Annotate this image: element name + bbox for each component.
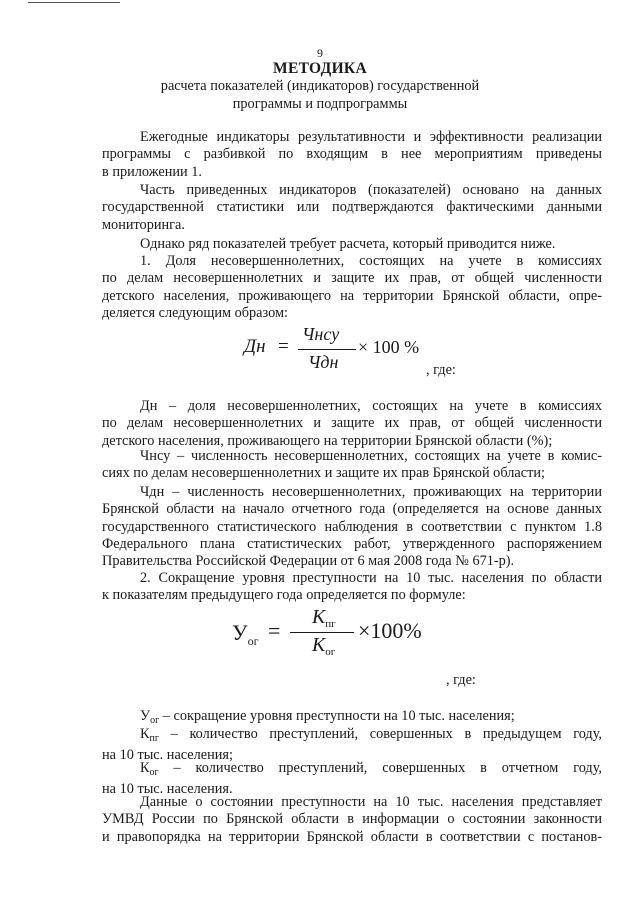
text-line: в приложении 1. [102, 163, 202, 180]
text-line: 1. Доля несовершеннолетних, состоящих на учете в комиссиях [140, 253, 602, 269]
page-number: 9 [317, 46, 323, 60]
text-line: Однако ряд показателей требует расчета, который приводится ниже. [140, 236, 556, 252]
formula-numerator: $К_{пг}$ [312, 606, 336, 630]
paragraph-calculation [102, 236, 602, 253]
text-line: на 10 тыс. населения. [102, 781, 233, 798]
paragraph-indicators [102, 129, 602, 181]
paragraph-item-2 [102, 570, 602, 605]
formula-equals: = [278, 336, 289, 357]
text-line: государственного статистического наблюдения в соответствии с пунктом 1.8 [102, 518, 602, 535]
text-line: 2. Сокращение уровня преступности на 10 тыс. населения по области [140, 570, 602, 586]
document-title: МЕТОДИКА [273, 60, 367, 77]
fraction-bar [298, 349, 356, 350]
definition-chdn [102, 484, 602, 570]
text-line: $К_{ог}$ – количество преступлений, совершенных в отчетном году, [140, 760, 602, 778]
text-line: Чнсу – численность несовершеннолетних, состоящих на учете в комис- [140, 448, 602, 464]
text-line: сиях по делам несовершеннолетних и защите их прав Брянской области; [102, 465, 545, 482]
text-line: Чдн – численность несовершеннолетних, проживающих на территории [140, 484, 602, 500]
definition-kpg [102, 726, 602, 765]
text-line: $У_{ог}$ – сокращение уровня преступности на 10 тыс. населения; [140, 708, 515, 726]
paragraph-statistics [102, 182, 602, 234]
formula-multiplier: × 100 % [358, 337, 420, 357]
formula-where: , где: [446, 672, 476, 688]
text-line: мониторинга. [102, 216, 185, 233]
formula-denominator: $К_{ог}$ [312, 634, 336, 658]
text-line: по делам несовершеннолетних и защите их прав, от общей численности [102, 415, 602, 432]
text-line: детского населения, проживающего на территории Брянской области, опре- [102, 287, 602, 304]
text-line: Часть приведенных индикаторов (показателей) основано на данных [140, 182, 602, 198]
text-line: УМВД России по Брянской области в информации о состоянии законности [102, 811, 602, 828]
formula-where: , где: [426, 362, 456, 378]
text-line: детского населения, проживающего на территории Брянской области (%); [102, 432, 553, 449]
paragraph-item-1 [102, 253, 602, 322]
text-line: Данные о состоянии преступности на 10 тыс. населения представляет [140, 794, 602, 810]
text-line: на 10 тыс. населения; [102, 747, 233, 764]
formula-lhs: Дн [244, 336, 266, 357]
subtitle-line: расчета показателей (индикаторов) государственной [160, 78, 480, 94]
paragraph-data-source [102, 794, 602, 846]
text-line: Правительства Российской Федерации от 6 мая 2008 года № 671-р). [102, 553, 515, 570]
text-line: к показателям предыдущего года определяется по формуле: [102, 587, 466, 604]
formula-denominator: Чдн [308, 352, 339, 372]
fraction-bar [290, 632, 354, 633]
text-line: $К_{пг}$ – количество преступлений, совершенных в предыдущем году, [140, 726, 602, 744]
text-line: по делам несовершеннолетних и защите их прав, от общей численности [102, 270, 602, 287]
definition-kog [102, 760, 602, 799]
text-line: Брянской области на начало отчетного года (определяется на основе данных [102, 501, 602, 518]
text-line: и правопорядка на территории Брянской области в соответствии с постанов- [102, 828, 602, 845]
definition-chnsu [102, 448, 602, 483]
formula-numerator: Чнсу [302, 324, 340, 344]
formula-multiplier: ×100% [358, 618, 422, 643]
text-line: государственной статистики или подтверждаются фактическими данными [102, 199, 602, 216]
document-subtitle [0, 78, 640, 113]
text-line: деляется следующим образом: [102, 304, 288, 321]
subtitle-line: программы и подпрограммы [232, 95, 408, 112]
top-rule [28, 2, 120, 3]
formula-equals: = [268, 618, 281, 643]
definition-dn [102, 398, 602, 450]
text-line: программы с разбивкой по входящим в нее мероприятиям приведены [102, 146, 602, 163]
text-line: Федерального плана статистических работ, утвержденного распоряжением [102, 535, 602, 552]
text-line: Дн – доля несовершеннолетних, состоящих на учете в комиссиях [140, 398, 602, 414]
formula-lhs: $У_{ог}$ [232, 620, 259, 648]
text-line: Ежегодные индикаторы результативности и эффективности реализации [140, 129, 602, 145]
